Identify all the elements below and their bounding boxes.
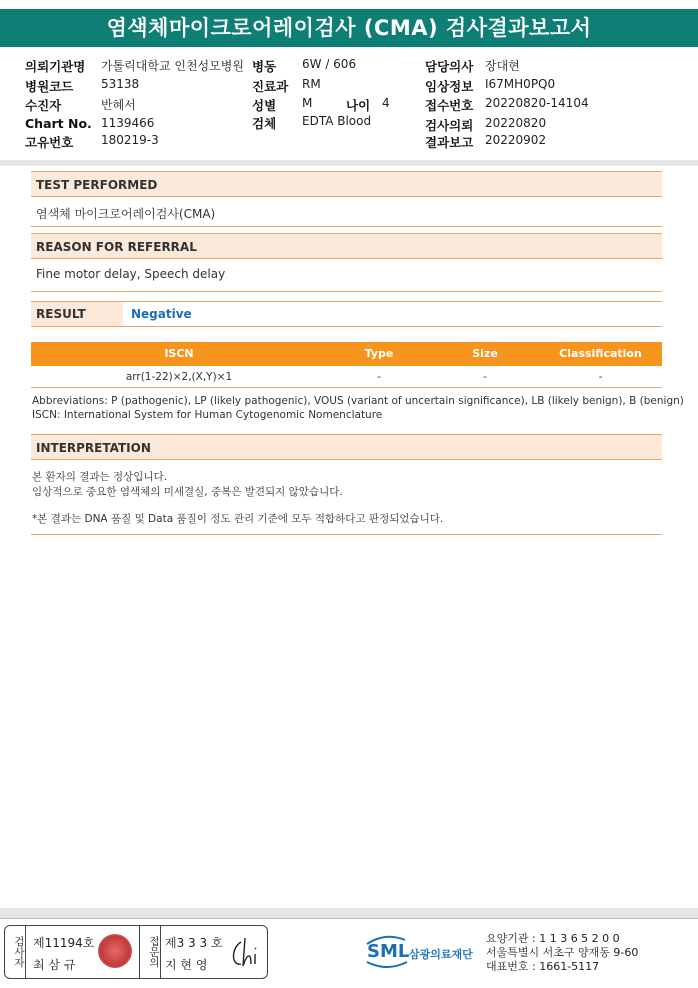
approver-label-text: 접문의 (148, 936, 160, 968)
institution-address (486, 932, 638, 974)
age-label: 나이 (346, 98, 371, 113)
interpretation-heading: INTERPRETATION (31, 434, 662, 460)
info-value: EDTA Blood (302, 114, 372, 128)
info-label: 수진자 (25, 98, 62, 113)
abbreviations-line: Abbreviations: P (pathogenic), LP (likely pathogenic), VOUS (variant of uncertain significance), LB (likely benign), B (benign) (32, 395, 684, 407)
approver-name: 지 현 영 (165, 958, 208, 972)
results-table-header (31, 342, 662, 366)
official-seal (98, 934, 132, 968)
report-title: 염색체마이크로어레이검사 (CMA) 검사결과보고서 (0, 9, 698, 47)
divider (31, 291, 662, 292)
tester-name: 최 삼 규 (33, 958, 76, 972)
separator (0, 160, 698, 166)
info-label: 임상정보 (425, 79, 474, 94)
cell-type: - (377, 371, 381, 383)
info-label: 고유번호 (25, 135, 74, 150)
info-value: 53138 (101, 77, 140, 91)
column-header-classification: Classification (559, 347, 642, 360)
column-header-iscn: ISCN (164, 347, 194, 360)
signature-box (4, 925, 268, 979)
age-value: 4 (382, 96, 390, 110)
patient-info (0, 52, 698, 160)
address-line: 요양기관 : 1 1 3 6 5 2 0 0 (486, 932, 620, 945)
info-label: 담당의사 (425, 59, 474, 74)
tester-label (5, 926, 26, 978)
approver-label (139, 926, 161, 978)
result-value: Negative (131, 307, 192, 321)
cell-classification: - (598, 371, 603, 383)
info-value: 장대현 (485, 59, 520, 73)
info-label: 병동 (252, 59, 277, 74)
test-performed-value: 염색체 마이크로어레이검사(CMA) (36, 207, 216, 221)
info-value: 20220820-14104 (485, 96, 589, 110)
logo-org: 삼광의료재단 (409, 948, 473, 961)
logo-text: SML (367, 941, 410, 962)
approver-license: 제3 3 3 호 (165, 936, 223, 950)
table-row (31, 367, 662, 388)
reason-value: Fine motor delay, Speech delay (36, 267, 226, 281)
info-value: I67MH0PQ0 (485, 77, 556, 91)
result-label: RESULT (31, 302, 123, 326)
divider (31, 534, 662, 535)
info-value: 180219-3 (101, 133, 159, 147)
column-header-type: Type (364, 347, 394, 360)
info-label: 성별 (252, 98, 277, 113)
info-value: M (302, 96, 313, 110)
footer-band (0, 908, 698, 918)
info-value: 20220902 (485, 133, 547, 147)
address-line: 서울특별시 서초구 양재동 9-60 (486, 946, 639, 959)
info-label: 의뢰기관명 (25, 59, 86, 74)
abbreviations-line: ISCN: International System for Human Cytogenomic Nomenclature (32, 409, 383, 421)
info-label: 검체 (252, 116, 277, 131)
info-label: 접수번호 (425, 98, 474, 113)
info-value: 가톨릭대학교 인천성모병원 (101, 59, 244, 73)
info-label: 결과보고 (425, 135, 474, 150)
reason-heading: REASON FOR REFERRAL (31, 233, 662, 259)
tester-license: 제11194호 (33, 936, 95, 950)
handwritten-signature (227, 932, 267, 972)
info-value: 20220820 (485, 116, 547, 130)
divider (31, 226, 662, 227)
result-row (31, 301, 662, 327)
interpretation-note: *본 결과는 DNA 품질 및 Data 품질이 정도 관리 기준에 모두 적합하다고 판정되었습니다. (32, 513, 444, 525)
info-value: RM (302, 77, 321, 91)
interpretation-line: 본 환자의 결과는 정상입니다. (32, 471, 168, 483)
interpretation-line: 임상적으로 중요한 염색체의 미세결실, 중복은 발견되지 않았습니다. (32, 486, 343, 498)
info-label: Chart No. (25, 116, 92, 131)
info-label: 병원코드 (25, 79, 74, 94)
info-value: 6W / 606 (302, 57, 357, 71)
cell-iscn: arr(1-22)×2,(X,Y)×1 (125, 371, 233, 383)
sml-logo (365, 932, 480, 976)
info-value: 1139466 (101, 116, 155, 130)
cell-size: - (483, 371, 487, 383)
info-label: 검사의뢰 (425, 118, 474, 133)
column-header-size: Size (472, 347, 498, 360)
info-label: 진료과 (252, 79, 289, 94)
test-performed-heading: TEST PERFORMED (31, 171, 662, 197)
tester-label-text: 검사자 (13, 936, 25, 968)
footer-line (0, 918, 698, 919)
info-value: 반혜서 (101, 98, 136, 112)
address-line: 대표번호 : 1661-5117 (486, 960, 600, 973)
